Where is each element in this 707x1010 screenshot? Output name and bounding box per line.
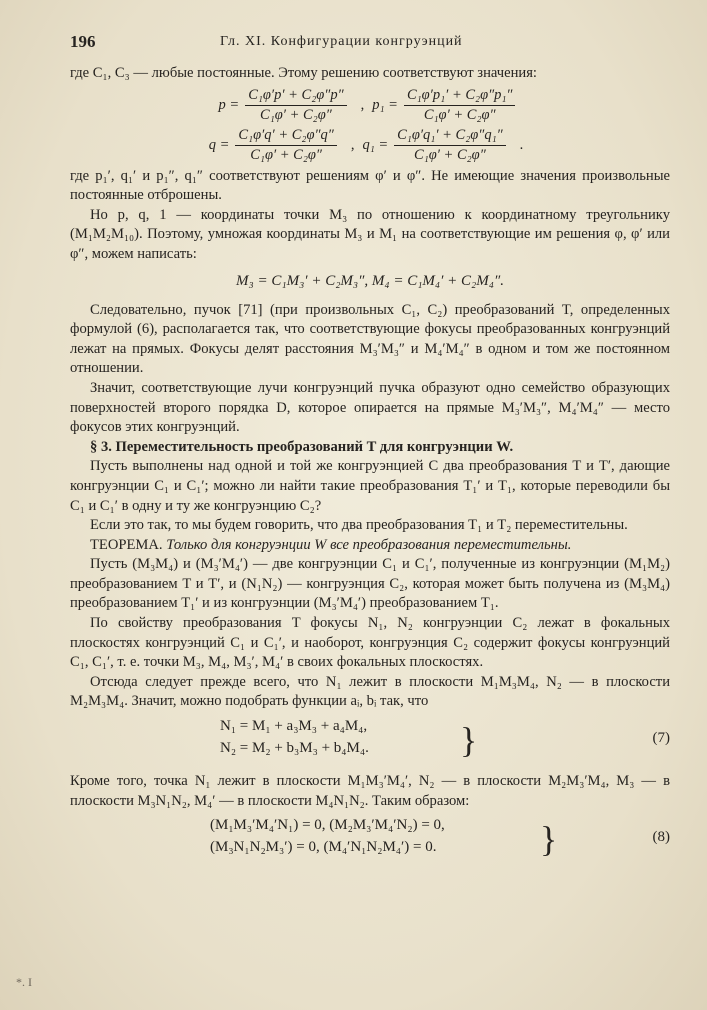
q-lhs: q = — [208, 136, 230, 153]
equation-m3-m4 — [70, 271, 670, 295]
footer-mark: *. I — [16, 975, 32, 989]
running-title: Гл. XI. Конфигурации конгруэнций — [220, 34, 463, 49]
fraction-q-numerator: C₁φ′q′ + C₂φ″q″ — [235, 127, 336, 146]
p-lhs: p = — [218, 96, 240, 113]
fraction-p-denominator: C₁φ′ + C₂φ″ — [260, 106, 332, 123]
p1-lhs: p₁ = — [372, 96, 398, 113]
paragraph-9: Отсюда следует прежде всего, что N₁ лежит в плоскости M₁M₃M₄, N₂ — в плоскости M₂M₃M₄. Значит, можно подобрать функции aᵢ, bᵢ так, что — [70, 673, 670, 710]
theorem-heading: ТЕОРЕМА. — [90, 536, 163, 553]
fraction-p-numerator: C₁φ′p′ + C₂φ″p″ — [245, 87, 346, 106]
page-header — [70, 30, 670, 64]
paragraph-1: где p₁′, q₁′ и p₁″, q₁″ соответствуют решениям φ′ и φ″. Не имеющие значения произвольные постоянные отброшены. — [70, 167, 670, 204]
section-heading: § 3. Переместительность преобразований T для конгруэнции W. — [90, 438, 514, 455]
equation-number-8: (8) — [652, 829, 670, 846]
period-sep: . — [519, 136, 524, 153]
theorem — [70, 536, 670, 556]
paragraph-2: Но p, q, 1 — координаты точки M₃ по отношению к координатному треугольнику (M₁M₂M₁₀). Поэтому, умножая координаты M₃ и M₁ на соответствующие им решения φ, φ′ или φ″, можем написать: — [70, 206, 670, 262]
equation-system-7 — [70, 718, 670, 766]
paragraph-5: Пусть выполнены над одной и той же конгруэнцией C два преобразования T и T′, дающие конгруэнции C₁ и C₁′; можно ли найти такие преобразования T₁′ и T₁, которые переводили бы C₁ и C₁′ в одну и ту же конгруэнцию C₂? — [70, 458, 670, 514]
system-8-line-2: (M₃N₁N₂M₃′) = 0, (M₄′N₁N₂M₄′) = 0. — [210, 839, 437, 856]
paragraph-4: Значит, соответствующие лучи конгруэнций пучка образуют одно семейство образующих поверхностей второго порядка D, которое опирается на прямые M₃′M₃″, M₄′M₄″ — место фокусов этих конгруэнций. — [70, 379, 670, 436]
fraction-p — [245, 87, 346, 124]
right-brace: } — [540, 819, 558, 860]
system-7-line-2: N₂ = M₂ + b₃M₃ + b₄M₄. — [220, 740, 369, 757]
paragraph-8: По свойству преобразования T фокусы N₁, N₂ конгруэнции C₂ лежат в фокальных плоскостях конгруэнций C₁ и C₁′, и наоборот, конгруэнция C₂ содержит фокусы конгруэнций C₁, C₁′, т. е. точки M₃, M₄, M₃′, M₄′ в своих фокальных плоскостях. — [70, 615, 670, 671]
equation-m3-m4-text: M₃ = C₁M₃′ + C₂M₃″, M₄ = C₁M₄′ + C₂M₄″. — [236, 272, 504, 289]
system-8-line-1: (M₁M₃′M₄′N₁) = 0, (M₂M₃′M₄′N₂) = 0, — [210, 817, 445, 834]
fraction-p1-denominator: C₁φ′ + C₂φ″ — [423, 106, 496, 123]
fraction-p1 — [404, 87, 516, 124]
formula-p-row — [70, 87, 670, 124]
fraction-q1-numerator: C₁φ′q₁′ + C₂φ″q₁″ — [394, 127, 506, 146]
q1-lhs: q₁ = — [362, 136, 389, 153]
page-content — [70, 30, 670, 871]
fraction-q-denominator: C₁φ′ + C₂φ″ — [250, 146, 322, 163]
system-7-line-1: N₁ = M₁ + a₃M₃ + a₄M₄, — [220, 718, 368, 735]
paragraph-7: Пусть (M₃M₄) и (M₃′M₄′) — две конгруэнции C₁ и C₁′, полученные из конгруэнции (M₁M₂) преобразованием T и T′, и (N₁N₂) — конгруэнция C₂, которая может быть получена из (M₃M₄) преобразованием T₁′ и из конгруэнции (M₃′M₄′) преобразованием T₁. — [70, 556, 670, 612]
paragraph-6: Если это так, то мы будем говорить, что два преобразования T₁ и T₂ переместительны. — [90, 517, 628, 534]
paragraph-3: Следовательно, пучок [71] (при произвольных C₁, C₂) преобразований T, определенных формулой (6), располагается так, что соответствующие фокусы преобразованных конгруэнций лежат на прямых. Фокусы делят расстояния M₃′M₃″ и M₄′M₄″ в одном и том же постоянном отношении. — [70, 301, 670, 377]
fraction-p1-numerator: C₁φ′p₁′ + C₂φ″p₁″ — [404, 87, 516, 106]
fraction-q1-denominator: C₁φ′ + C₂φ″ — [414, 146, 486, 163]
paragraph-10: Кроме того, точка N₁ лежит в плоскости M₁M₃′M₄′, N₂ — в плоскости M₂M₃′M₄, M₃ — в плоскости M₃N₁N₂, M₄′ — в плоскости M₄N₁N₂. Таким образом: — [70, 773, 670, 809]
page-number: 196 — [70, 32, 96, 51]
right-brace: } — [460, 720, 478, 761]
theorem-statement: Только для конгруэнции W все преобразования переместительны. — [166, 536, 572, 553]
equation-system-8 — [70, 817, 670, 865]
comma-sep: , — [350, 136, 355, 153]
equation-number-7: (7) — [652, 730, 670, 747]
fraction-q — [235, 127, 336, 164]
intro-line: где C₁, C₃ — любые постоянные. Этому решению соответствуют значения: — [70, 65, 537, 81]
formula-q-row — [70, 127, 670, 164]
comma-sep: , — [360, 96, 365, 113]
fraction-q1 — [394, 127, 506, 164]
